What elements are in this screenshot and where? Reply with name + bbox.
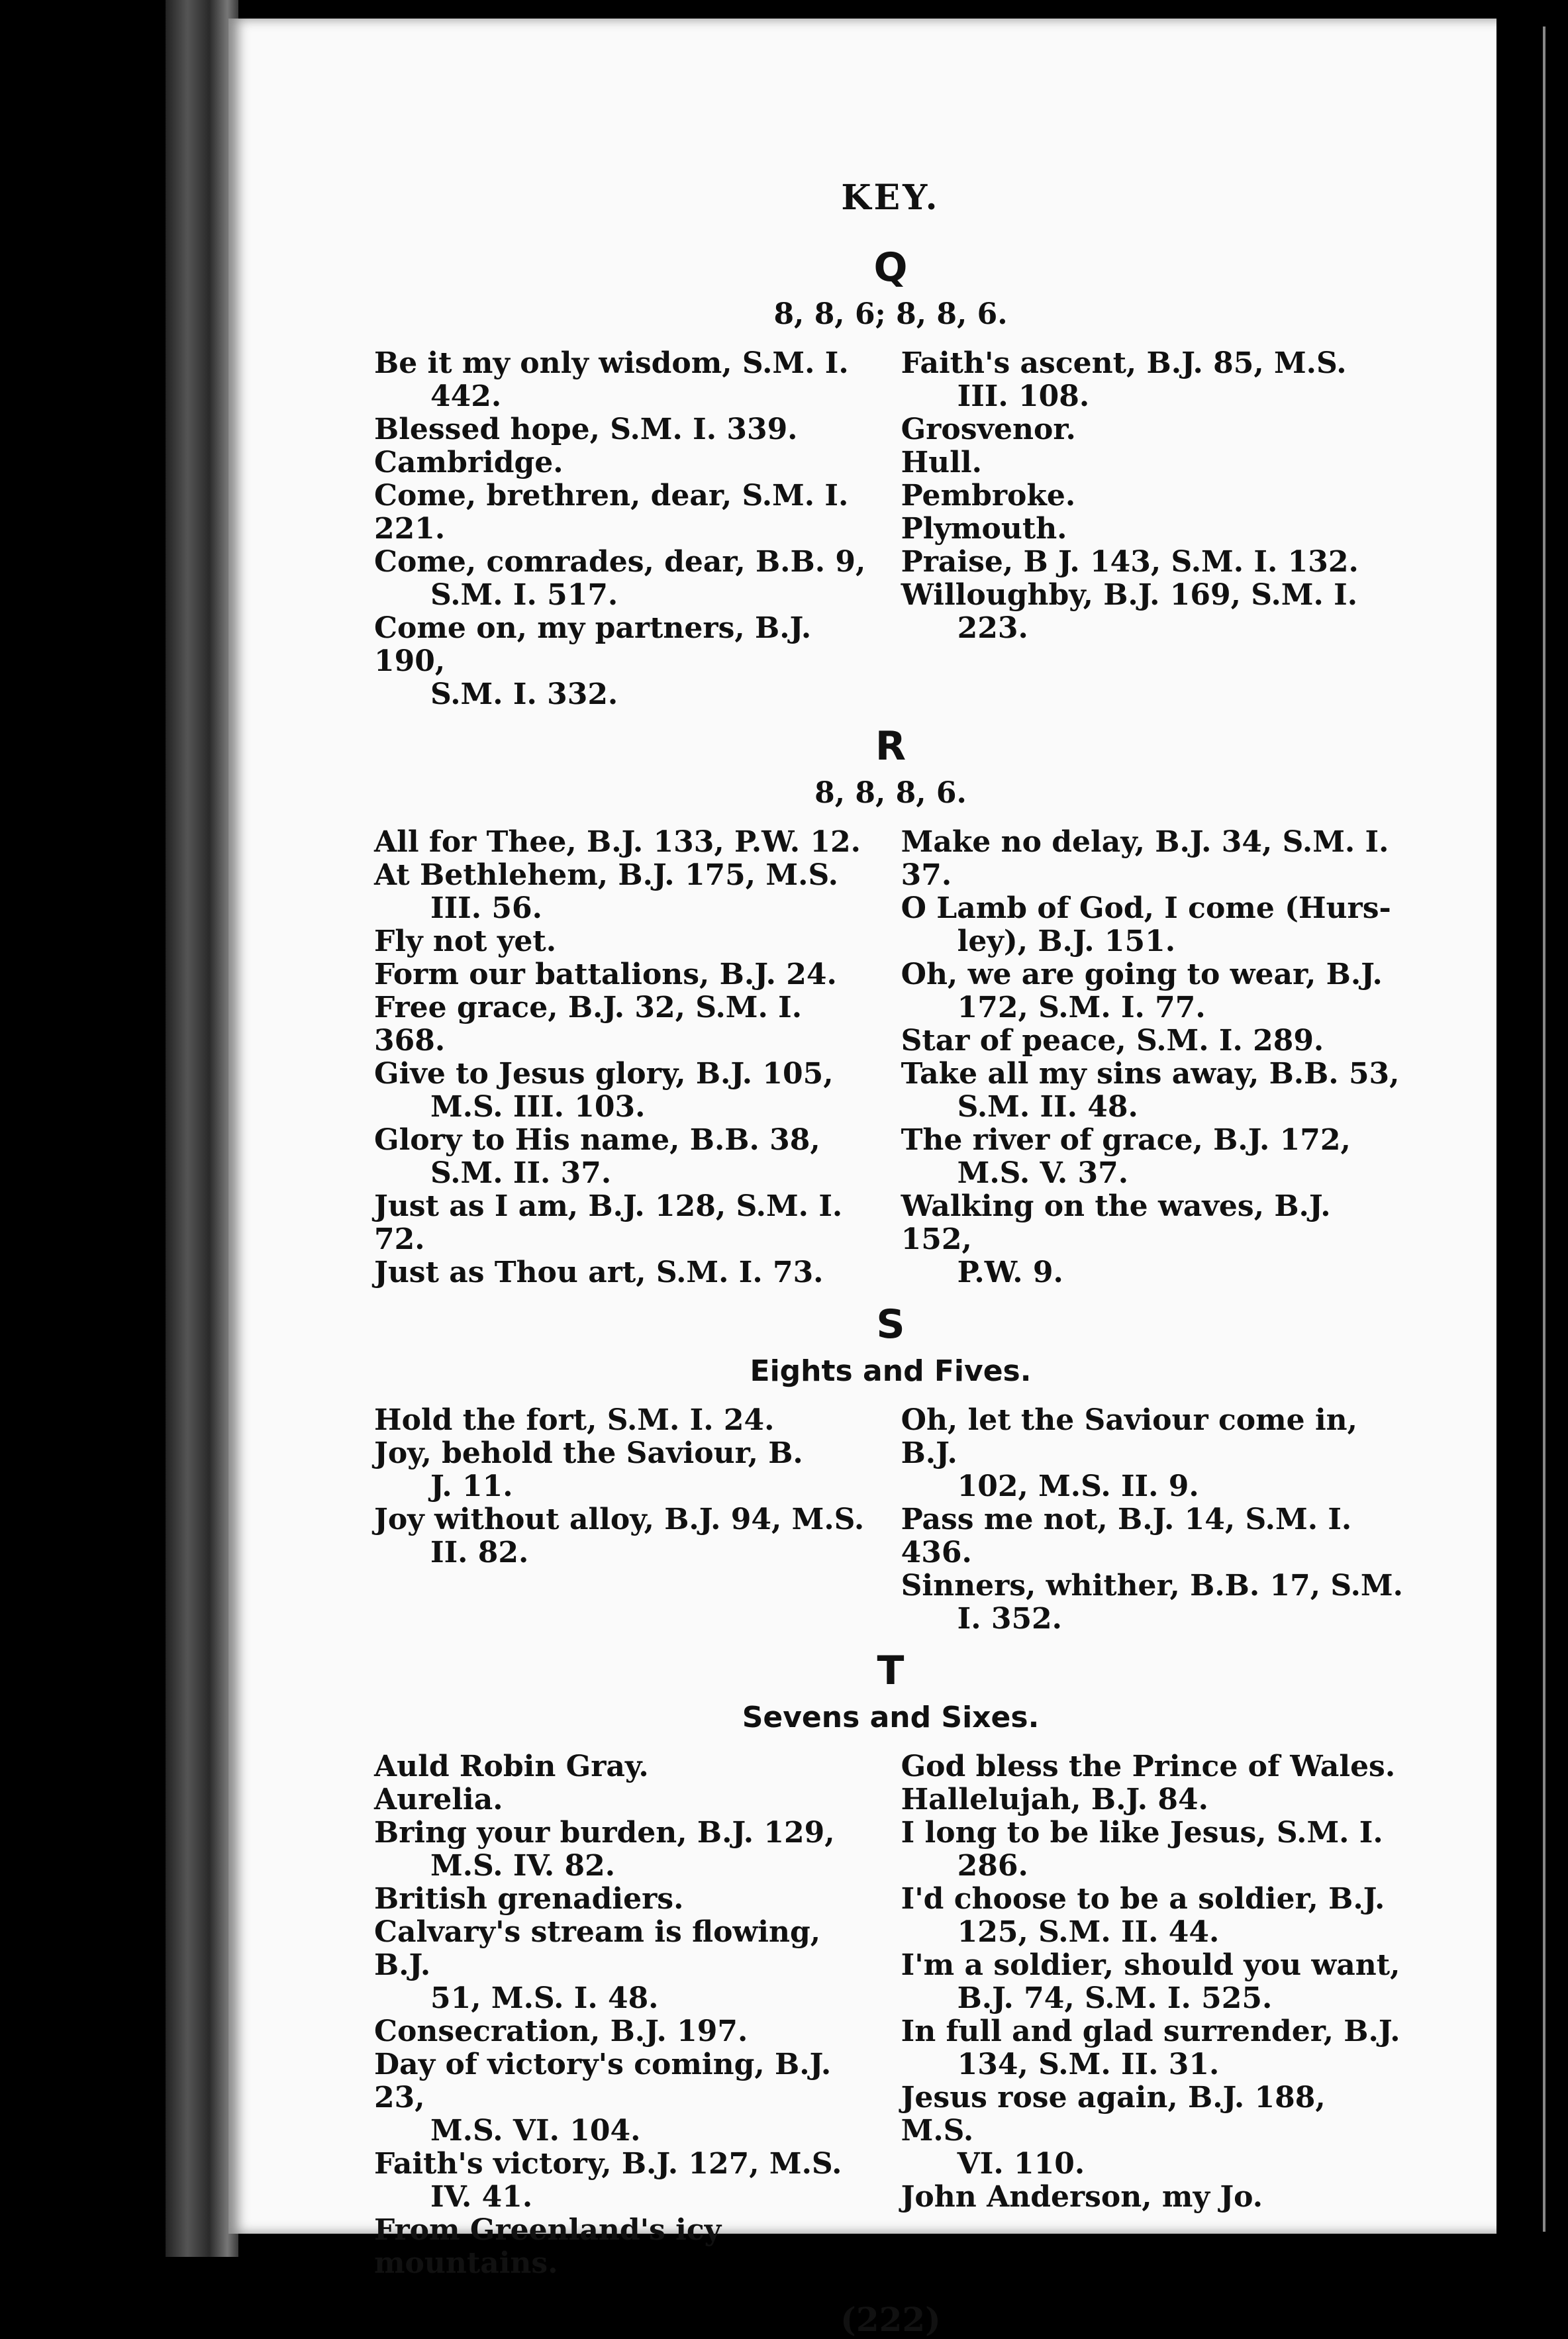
entry-continuation: II. 82. [430, 1536, 529, 1569]
section-letter: R [875, 723, 906, 770]
entry-continuation: I. 352. [957, 1602, 1062, 1636]
entry-line: I long to be like Jesus, S.M. I. [901, 1816, 1383, 1850]
tune-entry [374, 958, 880, 991]
entry-line: Just as Thou art, S.M. I. 73. [374, 1256, 824, 1289]
section-r [374, 723, 1407, 1289]
tune-entry [374, 1750, 880, 1783]
tune-entry [901, 1949, 1407, 2015]
tune-entry [901, 479, 1407, 513]
entry-line: Make no delay, B.J. 34, S.M. I. 37. [901, 825, 1389, 892]
tune-entry [374, 1883, 880, 1916]
entry-continuation: III. 56. [430, 891, 542, 925]
entry-continuation: VI. 110. [957, 2147, 1085, 2181]
tune-entry [374, 446, 880, 479]
entry-line: O Lamb of God, I come (Hurs- [901, 891, 1391, 925]
tune-entry [901, 446, 1407, 479]
entry-line: Aurelia. [374, 1783, 503, 1816]
tune-entry [901, 2081, 1407, 2181]
entry-line: I'm a soldier, should you want, [901, 1948, 1400, 1982]
page-number: (222) [840, 2300, 941, 2339]
entry-line: In full and glad surrender, B.J. [901, 2015, 1400, 2048]
entry-line: Come on, my partners, B.J. 190, [374, 611, 812, 678]
entry-line: Come, brethren, dear, S.M. I. 221. [374, 479, 849, 546]
entry-line: Hold the fort, S.M. I. 24. [374, 1403, 775, 1437]
entry-line: Willoughby, B.J. 169, S.M. I. [901, 578, 1358, 612]
tune-entry [901, 826, 1407, 892]
entry-line: Glory to His name, B.B. 38, [374, 1123, 820, 1157]
entry-continuation: S.M. I. 517. [430, 578, 618, 612]
entry-line: Walking on the waves, B.J. 152, [901, 1189, 1331, 1256]
entry-line: British grenadiers. [374, 1882, 684, 1916]
entry-line: All for Thee, B.J. 133, P.W. 12. [374, 825, 861, 859]
entry-line: Come, comrades, dear, B.B. 9, [374, 545, 866, 579]
entry-continuation: ley), B.J. 151. [957, 924, 1176, 958]
entry-continuation: 51, M.S. I. 48. [430, 1981, 659, 2015]
entry-continuation: 134, S.M. II. 31. [957, 2048, 1220, 2081]
tune-entry [901, 2181, 1407, 2214]
entry-continuation: IV. 41. [430, 2180, 533, 2214]
entry-continuation: S.M. II. 48. [957, 1090, 1138, 1124]
entry-line: Take all my sins away, B.B. 53, [901, 1057, 1400, 1091]
tune-entry [374, 1256, 880, 1289]
entry-line: Be it my only wisdom, S.M. I. [374, 346, 849, 380]
section-letter: S [876, 1301, 905, 1348]
entry-continuation: J. 11. [430, 1469, 513, 1503]
entry-line: Blessed hope, S.M. I. 339. [374, 413, 798, 446]
tune-entry [374, 347, 880, 413]
right-column [901, 347, 1407, 711]
tune-entry [374, 826, 880, 859]
entry-line: Oh, let the Saviour come in, B.J. [901, 1403, 1357, 1470]
tune-entry [374, 413, 880, 446]
entry-continuation: M.S. IV. 82. [430, 1849, 616, 1883]
entry-continuation: M.S. VI. 104. [430, 2114, 641, 2148]
tune-entry [901, 413, 1407, 446]
running-head: KEY. [841, 177, 940, 218]
tune-entry [374, 479, 880, 546]
right-margin [1496, 0, 1568, 2257]
entry-columns [374, 1750, 1407, 2280]
tune-entry [901, 1569, 1407, 1636]
entry-continuation: 172, S.M. I. 77. [957, 991, 1206, 1024]
section-q [374, 244, 1407, 711]
tune-entry [374, 1503, 880, 1569]
tune-entry [374, 2015, 880, 2048]
tune-entry [901, 1783, 1407, 1816]
tune-entry [374, 2048, 880, 2148]
entry-line: Cambridge. [374, 446, 564, 479]
tune-entry [374, 612, 880, 711]
right-column [901, 826, 1407, 1289]
tune-entry [901, 958, 1407, 1024]
left-column [374, 1404, 880, 1636]
right-column [901, 1750, 1407, 2280]
entry-line: Free grace, B.J. 32, S.M. I. 368. [374, 991, 803, 1058]
section-s [374, 1301, 1407, 1636]
left-column [374, 1750, 880, 2280]
entry-line: Hull. [901, 446, 982, 479]
entry-continuation: B.J. 74, S.M. I. 525. [957, 1981, 1273, 2015]
entry-continuation: 442. [430, 379, 502, 413]
entry-line: At Bethlehem, B.J. 175, M.S. [374, 858, 838, 892]
key-sections [374, 244, 1407, 2280]
section-letter: T [877, 1648, 905, 1694]
entry-line: Give to Jesus glory, B.J. 105, [374, 1057, 834, 1091]
tune-entry [901, 1058, 1407, 1124]
entry-line: Faith's victory, B.J. 127, M.S. [374, 2147, 842, 2181]
tune-entry [901, 347, 1407, 413]
entry-continuation: P.W. 9. [957, 1256, 1063, 1289]
entry-line: Joy, behold the Saviour, B. [374, 1436, 803, 1470]
entry-columns [374, 347, 1407, 711]
entry-line: Plymouth. [901, 512, 1067, 546]
book-page [228, 19, 1510, 2339]
tune-entry [901, 1816, 1407, 1883]
tune-entry [901, 1503, 1407, 1569]
tune-entry [901, 1404, 1407, 1503]
entry-columns [374, 1404, 1407, 1636]
tune-entry [374, 1916, 880, 2015]
tune-entry [374, 925, 880, 958]
page-content [374, 177, 1407, 2339]
entry-line: Just as I am, B.J. 128, S.M. I. 72. [374, 1189, 843, 1256]
tune-entry [374, 1437, 880, 1503]
tune-entry [901, 1883, 1407, 1949]
left-column [374, 347, 880, 711]
tune-entry [374, 1058, 880, 1124]
tune-entry [901, 1750, 1407, 1783]
tune-entry [374, 2214, 880, 2280]
entry-line: Hallelujah, B.J. 84. [901, 1783, 1208, 1816]
tune-entry [901, 892, 1407, 958]
entry-line: Oh, we are going to wear, B.J. [901, 958, 1383, 991]
entry-continuation: 223. [957, 611, 1028, 645]
entry-line: I'd choose to be a soldier, B.J. [901, 1882, 1385, 1916]
tune-entry [901, 1024, 1407, 1058]
entry-line: From Greenland's icy mountains. [374, 2213, 722, 2280]
tune-entry [374, 1404, 880, 1437]
entry-columns [374, 826, 1407, 1289]
entry-continuation: 102, M.S. II. 9. [957, 1469, 1199, 1503]
entry-line: Pass me not, B.J. 14, S.M. I. 436. [901, 1503, 1352, 1569]
entry-line: Grosvenor. [901, 413, 1076, 446]
entry-line: God bless the Prince of Wales. [901, 1750, 1396, 1783]
entry-continuation: S.M. II. 37. [430, 1156, 612, 1190]
section-meter: 8, 8, 6; 8, 8, 6. [773, 297, 1008, 331]
entry-continuation: M.S. III. 103. [430, 1090, 646, 1124]
entry-line: Consecration, B.J. 197. [374, 2015, 748, 2048]
entry-line: Day of victory's coming, B.J. 23, [374, 2048, 832, 2115]
right-column [901, 1404, 1407, 1636]
book-spine [166, 0, 238, 2257]
entry-continuation: S.M. I. 332. [430, 677, 618, 711]
left-column [374, 826, 880, 1289]
entry-line: Star of peace, S.M. I. 289. [901, 1024, 1324, 1058]
tune-entry [901, 1124, 1407, 1190]
entry-continuation: 125, S.M. II. 44. [957, 1915, 1220, 1949]
entry-line: Sinners, whither, B.B. 17, S.M. [901, 1569, 1403, 1603]
entry-line: Fly not yet. [374, 924, 557, 958]
entry-line: Joy without alloy, B.J. 94, M.S. [374, 1503, 865, 1536]
entry-continuation: III. 108. [957, 379, 1090, 413]
entry-continuation: 286. [957, 1849, 1028, 1883]
section-meter: Sevens and Sixes. [742, 1701, 1040, 1734]
entry-line: Praise, B J. 143, S.M. I. 132. [901, 545, 1359, 579]
tune-entry [374, 1783, 880, 1816]
entry-line: Jesus rose again, B.J. 188, M.S. [901, 2081, 1326, 2148]
entry-line: Auld Robin Gray. [374, 1750, 649, 1783]
entry-line: Form our battalions, B.J. 24. [374, 958, 837, 991]
entry-line: Calvary's stream is flowing, B.J. [374, 1915, 821, 1982]
tune-entry [901, 1190, 1407, 1289]
entry-line: The river of grace, B.J. 172, [901, 1123, 1351, 1157]
section-meter: Eights and Fives. [750, 1354, 1032, 1388]
section-letter: Q [873, 244, 908, 291]
tune-entry [374, 546, 880, 612]
tune-entry [374, 2148, 880, 2214]
entry-line: John Anderson, my Jo. [901, 2180, 1263, 2214]
tune-entry [901, 546, 1407, 579]
tune-entry [901, 513, 1407, 546]
section-t [374, 1648, 1407, 2280]
entry-line: Pembroke. [901, 479, 1076, 513]
entry-line: Faith's ascent, B.J. 85, M.S. [901, 346, 1347, 380]
entry-line: Bring your burden, B.J. 129, [374, 1816, 835, 1850]
entry-continuation: M.S. V. 37. [957, 1156, 1129, 1190]
tune-entry [374, 1124, 880, 1190]
tune-entry [901, 579, 1407, 645]
section-meter: 8, 8, 8, 6. [814, 776, 967, 810]
tune-entry [374, 1190, 880, 1256]
tune-entry [374, 1816, 880, 1883]
tune-entry [374, 991, 880, 1058]
tune-entry [901, 2015, 1407, 2081]
tune-entry [374, 859, 880, 925]
edge-rule [1543, 26, 1545, 2232]
